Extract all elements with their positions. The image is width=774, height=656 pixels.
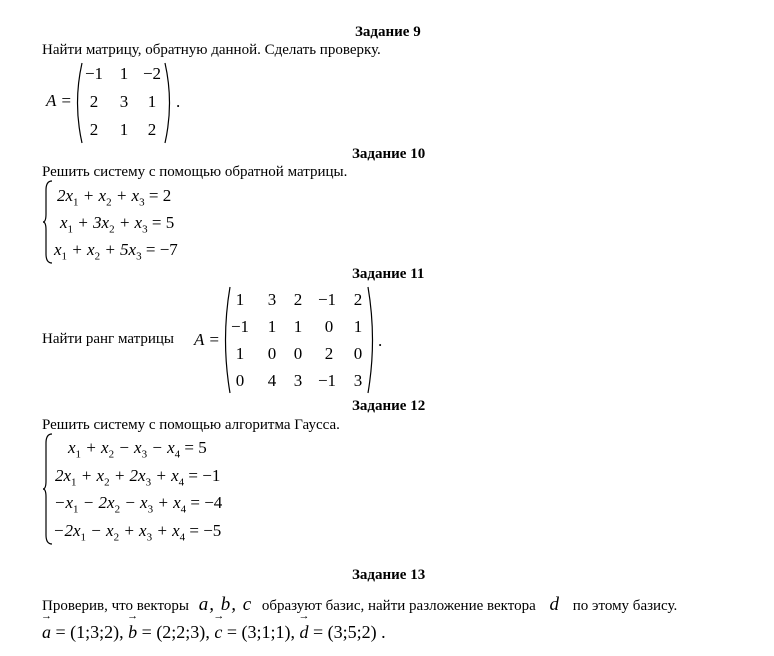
task-9-text: Найти матрицу, обратную данной. Сделать проверку. xyxy=(42,42,381,58)
task-13-period: . xyxy=(381,622,386,642)
matrix-cell: 3 xyxy=(353,371,363,390)
system-row: $2x_1 + x_2 + 2x_3 + x_4 = -1$ xyxy=(55,466,221,489)
matrix-cell: −1 xyxy=(317,371,337,390)
matrix-cell: 1 xyxy=(267,317,277,336)
matrix-cell: 3 xyxy=(293,371,303,390)
system-row: $x_1 + x_2 - x_3 - x_4 = 5$ xyxy=(68,438,207,461)
system-row: $2x_1 + x_2 + x_3 = 2$ xyxy=(57,186,172,209)
matrix-cell: 1 xyxy=(119,64,129,83)
vector-value: (2;2;3) xyxy=(156,622,206,642)
matrix-cell: 0 xyxy=(235,371,245,390)
matrix-cell: −2 xyxy=(142,64,162,83)
matrix-cell: 1 xyxy=(147,92,157,111)
matrix-cell: 2 xyxy=(89,92,99,111)
task-9-period: . xyxy=(176,92,181,111)
matrix-cell: 2 xyxy=(147,120,157,139)
vector-value: (3;1;1) xyxy=(241,622,291,642)
matrix-cell: 4 xyxy=(267,371,277,390)
task-13-text-a: Проверив, что векторы xyxy=(42,598,189,614)
matrix-cell: 1 xyxy=(235,290,245,309)
matrix-cell: 0 xyxy=(353,344,363,363)
matrix-cell: −1 xyxy=(317,290,337,309)
matrix-cell: 0 xyxy=(267,344,277,363)
task-10-title: Задание 10 xyxy=(352,146,426,162)
vector-name: → c xyxy=(214,622,222,643)
task-9-matrix-label: A = xyxy=(46,91,72,110)
task-13-vector-defs: → a = (1;3;2), → b = (2;2;3), → c = (3;1;1), → d = (3;5;2) . xyxy=(42,622,386,643)
matrix-cell: −1 xyxy=(84,64,104,83)
matrix-cell: 2 xyxy=(89,120,99,139)
system-row: $-2x_1 - x_2 + x_3 + x_4 = -5$ xyxy=(53,521,222,544)
matrix-cell: 2 xyxy=(353,290,363,309)
matrix-cell: 1 xyxy=(353,317,363,336)
system-brace xyxy=(42,180,54,264)
vector-name: → b xyxy=(128,622,137,643)
matrix-cell: 2 xyxy=(324,344,334,363)
task-12-title: Задание 12 xyxy=(352,398,426,414)
matrix-cell: 0 xyxy=(293,344,303,363)
matrix-cell: 0 xyxy=(324,317,334,336)
matrix-cell: −1 xyxy=(230,317,250,336)
task-13-text-b: образуют базис, найти разложение вектора xyxy=(261,598,536,614)
matrix-cell: 1 xyxy=(235,344,245,363)
task-11-title: Задание 11 xyxy=(352,266,425,282)
vector-name: → a xyxy=(42,622,51,643)
matrix-cell: 2 xyxy=(293,290,303,309)
task-13-vector-d: d xyxy=(549,594,560,615)
task-10-text: Решить систему с помощью обратной матрицы. xyxy=(42,164,348,180)
task-13-text-c: по этому базису. xyxy=(572,598,678,614)
vector-name: → d xyxy=(299,622,308,643)
task-11-period: . xyxy=(378,331,383,350)
task-13-vectors: a, b, c xyxy=(198,594,253,615)
task-13-title: Задание 13 xyxy=(352,567,426,583)
vector-value: (3;5;2) xyxy=(327,622,377,642)
system-row: $-x_1 - 2x_2 - x_3 + x_4 = -4$ xyxy=(54,493,223,516)
matrix-cell: 1 xyxy=(293,317,303,336)
matrix-cell: 3 xyxy=(267,290,277,309)
vector-value: (1;3;2) xyxy=(70,622,120,642)
matrix-cell: 3 xyxy=(119,92,129,111)
matrix-cell: 1 xyxy=(119,120,129,139)
task-11-matrix-label: A = xyxy=(194,330,220,349)
task-9-title: Задание 9 xyxy=(355,24,421,40)
task-12-text: Решить систему с помощью алгоритма Гаусса. xyxy=(42,417,340,433)
system-row: $x_1 + x_2 + 5x_3 = -7$ xyxy=(54,240,178,263)
system-row: $x_1 + 3x_2 + x_3 = 5$ xyxy=(60,213,175,236)
task-11-text: Найти ранг матрицы xyxy=(42,331,174,347)
